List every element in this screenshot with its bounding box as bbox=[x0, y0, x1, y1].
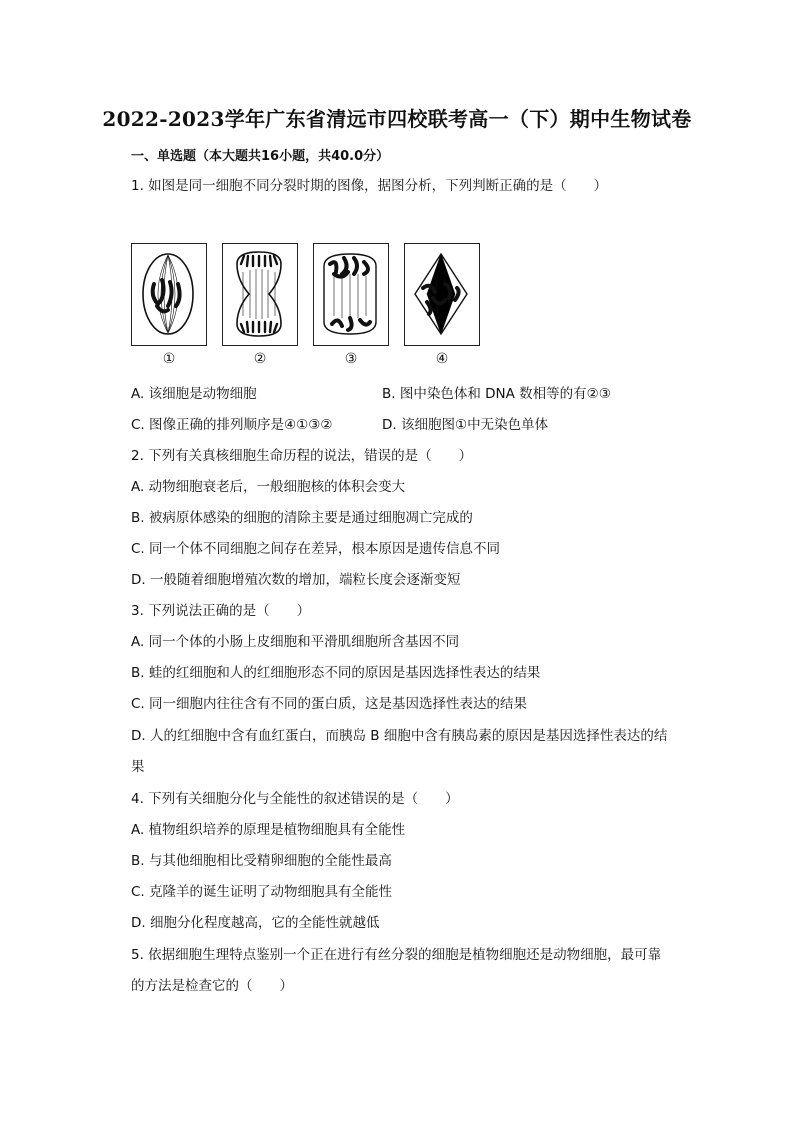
q5-stem-line-2: 的方法是检查它的（ ） bbox=[131, 978, 293, 994]
q1-option-b[interactable]: B. 图中染色体和 DNA 数相等的有②③ bbox=[382, 386, 611, 402]
cell-label-1: ① bbox=[162, 351, 176, 367]
q2-stem: 2. 下列有关真核细胞生命历程的说法，错误的是（ ） bbox=[131, 448, 473, 464]
q4-option-d[interactable]: D. 细胞分化程度越高，它的全能性就越低 bbox=[131, 915, 380, 931]
q2-option-b[interactable]: B. 被病原体感染的细胞的清除主要是通过细胞凋亡完成的 bbox=[131, 510, 473, 526]
q3-option-c[interactable]: C. 同一细胞内往往含有不同的蛋白质，这是基因选择性表达的结果 bbox=[131, 696, 528, 712]
cell-label-4: ④ bbox=[435, 351, 449, 367]
q2-option-c[interactable]: C. 同一个体不同细胞之间存在差异，根本原因是遗传信息不同 bbox=[131, 541, 501, 557]
section-heading: 一、单选题（本大题共16小题，共40.0分） bbox=[131, 149, 390, 164]
cell-image-1 bbox=[131, 243, 207, 346]
q4-option-c[interactable]: C. 克隆羊的诞生证明了动物细胞具有全能性 bbox=[131, 884, 393, 900]
q1-option-c[interactable]: C. 图像正确的排列顺序是④①③② bbox=[131, 417, 333, 433]
q1-option-a[interactable]: A. 该细胞是动物细胞 bbox=[131, 386, 257, 402]
q5-stem-line-1: 5. 依据细胞生理特点鉴别一个正在进行有丝分裂的细胞是植物细胞还是动物细胞，最可靠 bbox=[131, 947, 662, 963]
cell-label-3: ③ bbox=[344, 351, 358, 367]
q4-stem: 4. 下列有关细胞分化与全能性的叙述错误的是（ ） bbox=[131, 791, 459, 807]
q2-option-a[interactable]: A. 动物细胞衰老后，一般细胞核的体积会变大 bbox=[131, 479, 406, 495]
q3-stem: 3. 下列说法正确的是（ ） bbox=[131, 603, 311, 619]
q3-option-b[interactable]: B. 蛙的红细胞和人的红细胞形态不同的原因是基因选择性表达的结果 bbox=[131, 665, 541, 681]
cell-label-2: ② bbox=[253, 351, 267, 367]
q4-option-b[interactable]: B. 与其他细胞相比受精卵细胞的全能性最高 bbox=[131, 853, 392, 869]
q1-option-d[interactable]: D. 该细胞图①中无染色单体 bbox=[382, 417, 549, 433]
cell-image-2 bbox=[222, 243, 298, 346]
q1-stem: 1. 如图是同一细胞不同分裂时期的图像，据图分析，下列判断正确的是（ ） bbox=[131, 178, 608, 194]
q3-option-d-wrap: 果 bbox=[131, 759, 145, 775]
mitosis-figure bbox=[131, 243, 491, 373]
q2-option-d[interactable]: D. 一般随着细胞增殖次数的增加，端粒长度会逐渐变短 bbox=[131, 572, 461, 588]
q3-option-d[interactable]: D. 人的红细胞中含有血红蛋白，而胰岛 B 细胞中含有胰岛素的原因是基因选择性表达的结 bbox=[131, 728, 668, 744]
q3-option-a[interactable]: A. 同一个体的小肠上皮细胞和平滑肌细胞所含基因不同 bbox=[131, 634, 460, 650]
cell-image-3 bbox=[313, 243, 389, 346]
q4-option-a[interactable]: A. 植物组织培养的原理是植物细胞具有全能性 bbox=[131, 822, 406, 838]
exam-title: 2022-2023学年广东省清远市四校联考高一（下）期中生物试卷 bbox=[102, 107, 692, 131]
cell-image-4 bbox=[404, 243, 480, 346]
